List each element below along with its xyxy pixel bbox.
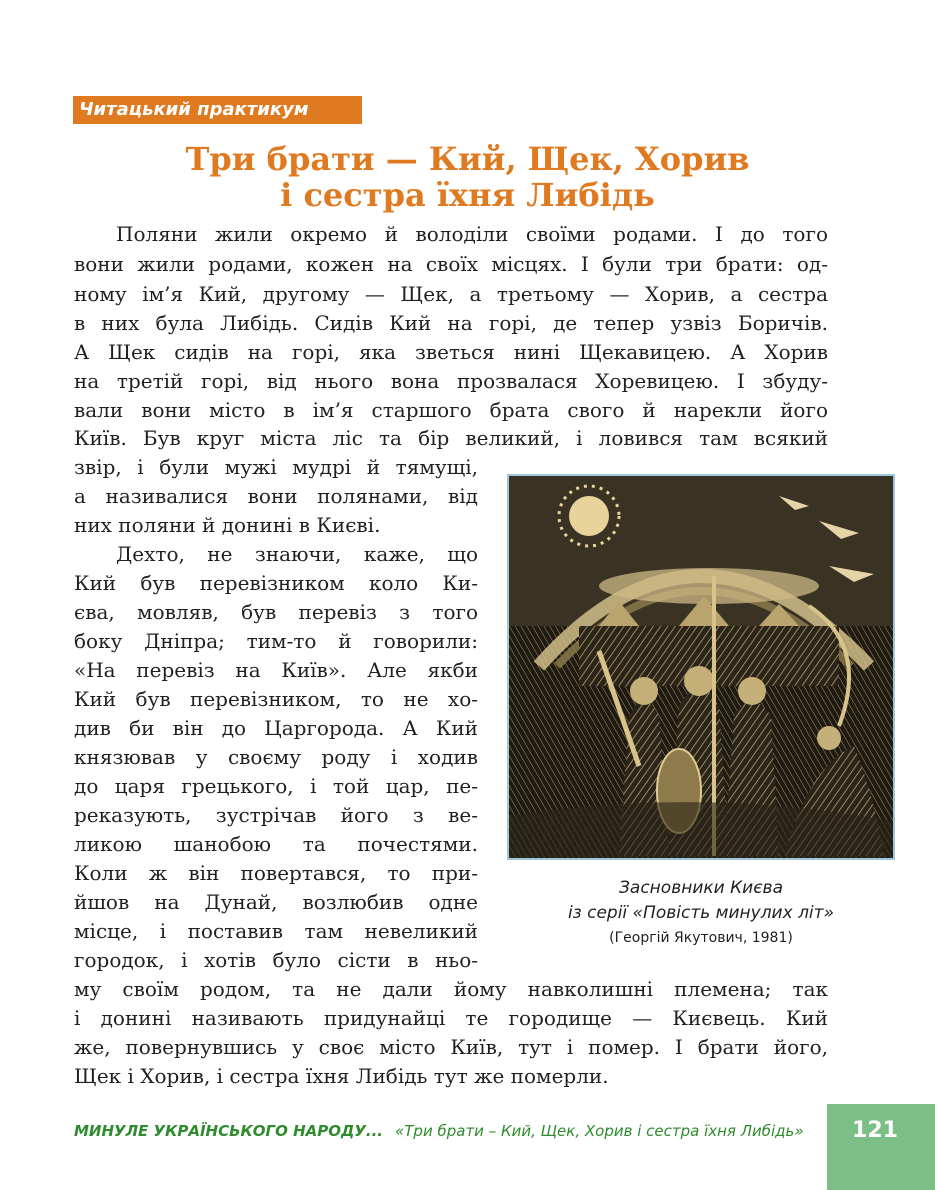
text-line: реказують, зустрічав його з ве- — [74, 803, 478, 827]
text-line: Кий був перевізником коло Ки- — [74, 571, 478, 595]
section-label: Читацький практикум — [73, 96, 362, 124]
text-line: А Щек сидів на горі, яка зветься нині Щекавицею. А Хорив — [74, 340, 828, 364]
text-line: боку Дніпра; тим-то й говорили: — [74, 629, 478, 653]
text-line: Поляни жили окремо й володіли своїми родами. І до того — [116, 222, 828, 246]
text-line: «На перевіз на Київ». Але якби — [74, 658, 478, 682]
caption-series: із серії «Повість минулих літ» — [567, 903, 835, 923]
text-line: вони жили родами, кожен на своїх місцях. І були три брати: од- — [74, 252, 828, 276]
text-line: му своїм родом, та не дали йому навколишні племена; так — [74, 977, 828, 1001]
text-line: ликою шанобою та почестями. — [74, 832, 478, 856]
text-line: князював у своєму роду і ходив — [74, 745, 478, 769]
text-line: них поляни й донині в Києві. — [74, 513, 381, 537]
text-line: же, повернувшись у своє місто Київ, тут і помер. І брати його, — [74, 1035, 828, 1059]
text-line: і донині називають придунайці те городище — Києвець. Кий — [74, 1006, 828, 1030]
text-line: Коли ж він повертався, то при- — [74, 861, 478, 885]
caption-author: (Георгій Якутович, 1981) — [609, 930, 793, 946]
text-line: вали вони місто в ім’я старшого брата свого й нарекли його — [74, 398, 828, 422]
page-title-line-2: і сестра їхня Либідь — [280, 176, 655, 214]
text-line: до царя грецького, і той цар, пе- — [74, 774, 478, 798]
text-line: Кий був перевізником, то не хо- — [74, 687, 478, 711]
text-line: в них була Либідь. Сидів Кий на горі, де тепер узвіз Боричів. — [74, 311, 828, 335]
text-line: городок, і хотів було сісти в ньо- — [74, 948, 478, 972]
text-line: на третій горі, від нього вона прозвалася Хоревицею. І збуду- — [74, 369, 828, 393]
footer-story-title: «Три брати – Кий, Щек, Хорив і сестра їхня Либідь» — [395, 1122, 804, 1140]
page-number-box — [827, 1104, 935, 1190]
text-line: йшов на Дунай, возлюбив одне — [74, 890, 478, 914]
page-number: 121 — [852, 1118, 898, 1143]
caption-title: Засновники Києва — [619, 878, 783, 898]
artwork-illustration — [507, 474, 895, 860]
text-line: звір, і були мужі мудрі й тямущі, — [74, 455, 478, 479]
text-line: єва, мовляв, був перевіз з того — [74, 600, 478, 624]
text-line: місце, і поставив там невеликий — [74, 919, 478, 943]
page-title-line-1: Три брати — Кий, Щек, Хорив — [185, 140, 750, 178]
footer-section: МИНУЛЕ УКРАЇНСЬКОГО НАРОДУ... — [74, 1122, 384, 1140]
text-line: Щек і Хорив, і сестра їхня Либідь тут же померли. — [74, 1064, 609, 1088]
text-line: ному ім’я Кий, другому — Щек, а третьому — Хорив, а сестра — [74, 282, 828, 306]
text-line: див би він до Царгорода. А Кий — [74, 716, 478, 740]
footer-running-head — [74, 1117, 804, 1145]
text-line: Київ. Був круг міста ліс та бір великий, і ловився там всякий — [74, 426, 828, 450]
text-line: а називалися вони полянами, від — [74, 484, 478, 508]
text-line: Дехто, не знаючи, каже, що — [116, 542, 478, 566]
